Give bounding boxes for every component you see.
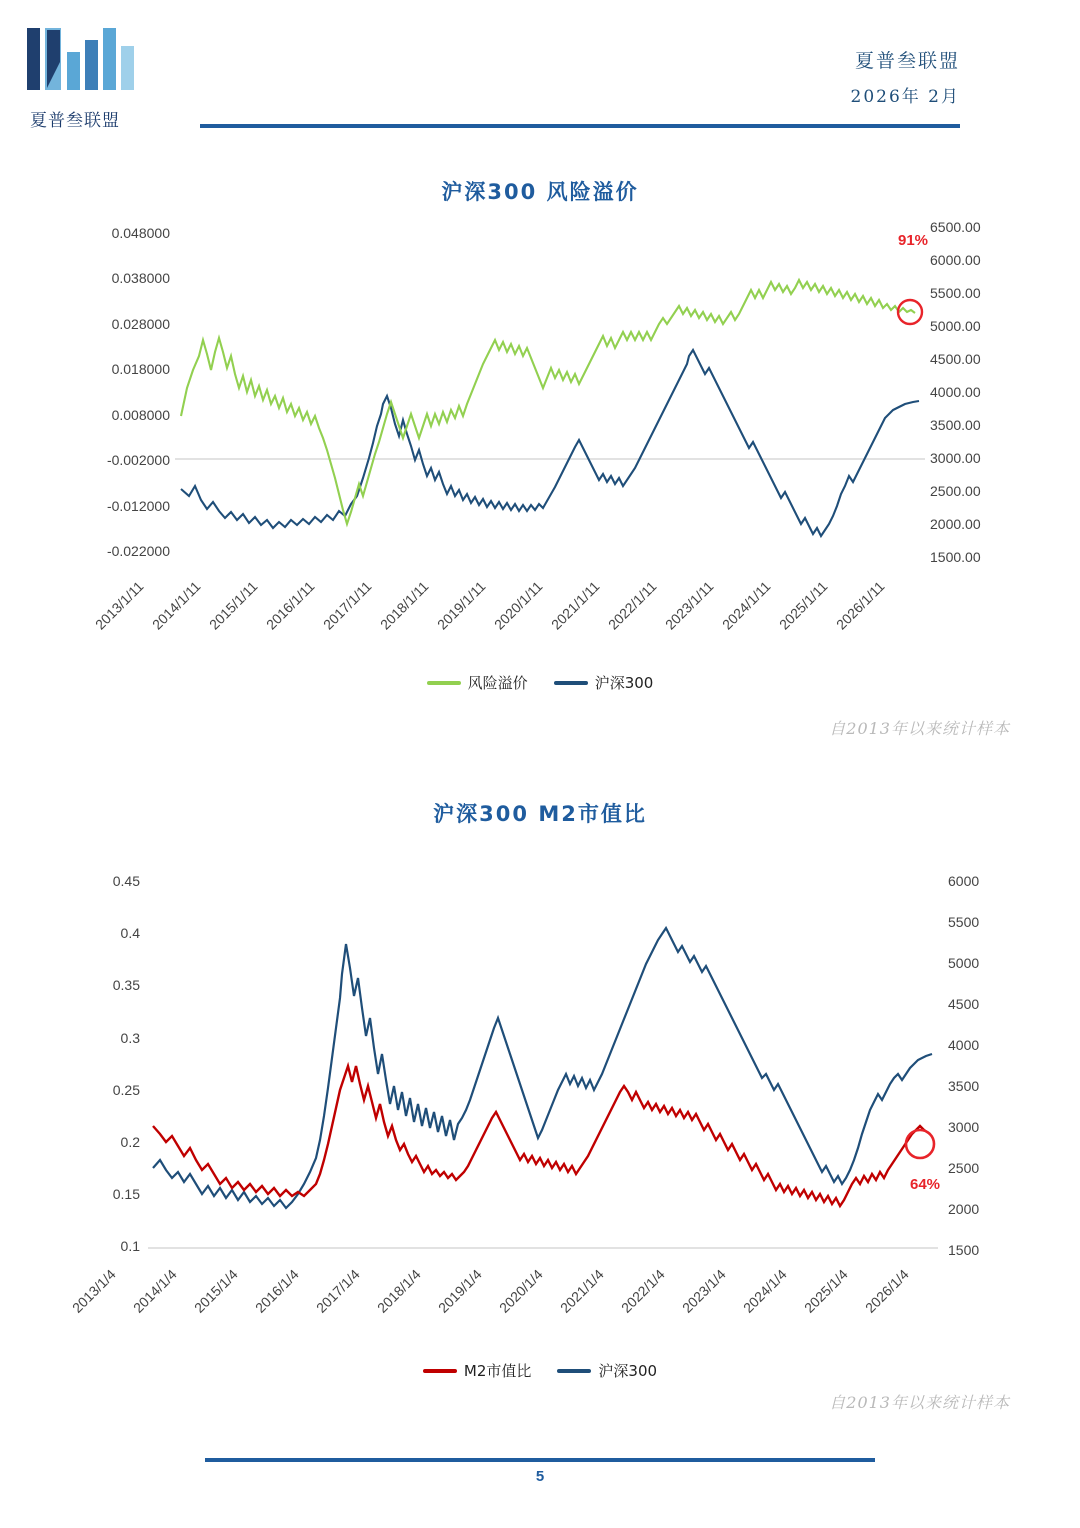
chart1-ytick: 0.048000 [111, 225, 170, 241]
chart1-ytick: 0.008000 [111, 407, 170, 423]
chart1-note: 自2013年以来统计样本 [829, 719, 1010, 738]
chart1-xtick: 2013/1/11 [91, 578, 147, 633]
chart2-plot [148, 878, 941, 1253]
org-name: 夏普叁联盟 [854, 50, 960, 72]
legend-item [427, 672, 528, 693]
chart2-ytick: 0.3 [120, 1030, 140, 1046]
chart1-ytick: 0.028000 [111, 316, 170, 332]
chart1-callout-pct: 91% [898, 232, 929, 249]
chart2-ytick: 0.35 [112, 977, 140, 993]
legend-swatch-risk-premium [427, 681, 461, 685]
chart2-y2tick: 4000 [948, 1037, 980, 1053]
chart1-xtick: 2021/1/11 [547, 578, 603, 633]
logo-bars-icon [27, 22, 137, 100]
chart2-xtick: 2017/1/4 [312, 1266, 363, 1316]
chart1-xtick: 2024/1/11 [718, 578, 774, 633]
chart1-xtick: 2016/1/11 [262, 578, 318, 633]
chart2-y2tick: 4500 [948, 996, 980, 1012]
chart2-y2tick: 3500 [948, 1078, 980, 1094]
chart2-xtick: 2021/1/4 [556, 1266, 607, 1316]
chart2-y2tick: 3000 [948, 1119, 980, 1135]
page-header [0, 0, 1080, 150]
chart2-note: 自2013年以来统计样本 [829, 1393, 1010, 1412]
legend-swatch-csi300 [557, 1369, 591, 1373]
chart2-xtick: 2024/1/4 [739, 1266, 790, 1316]
legend-label: 沪深300 [594, 674, 654, 692]
page-number: 5 [535, 1468, 545, 1485]
chart2-xtick: 2013/1/4 [68, 1266, 119, 1316]
chart2-xtick: 2016/1/4 [251, 1266, 302, 1316]
chart2-legend [0, 1360, 1080, 1381]
chart2-ytick: 0.45 [112, 873, 140, 889]
chart1-xtick: 2014/1/11 [148, 578, 204, 633]
chart1-xtick: 2015/1/11 [205, 578, 261, 633]
chart1-y2tick: 4000.00 [930, 384, 981, 400]
legend-swatch-m2-ratio [423, 1369, 457, 1373]
legend-item [554, 672, 654, 693]
chart1-xtick: 2022/1/11 [604, 578, 660, 633]
chart1-xtick: 2025/1/11 [775, 578, 831, 633]
chart1-xtick: 2018/1/11 [376, 578, 432, 633]
chart1-ytick: -0.022000 [106, 543, 170, 559]
chart1-ytick: 0.018000 [111, 361, 170, 377]
chart1-legend [0, 672, 1080, 693]
brand-logo [22, 22, 142, 132]
chart1-y2tick: 5500.00 [930, 285, 981, 301]
chart2-xtick: 2023/1/4 [678, 1266, 729, 1316]
chart2-title: 沪深300 M2市值比 [433, 802, 647, 826]
chart1-xtick: 2023/1/11 [661, 578, 717, 633]
legend-item [423, 1360, 532, 1381]
chart1-plot [175, 228, 925, 563]
chart1-y2tick: 6500.00 [930, 219, 981, 235]
chart2-ytick: 0.25 [112, 1082, 140, 1098]
chart2-xtick: 2026/1/4 [861, 1266, 912, 1316]
chart2-xtick: 2025/1/4 [800, 1266, 851, 1316]
chart2-y2tick: 5500 [948, 914, 980, 930]
chart2-y2tick: 1500 [948, 1242, 980, 1258]
chart1-y2tick: 1500.00 [930, 549, 981, 565]
chart2-ytick: 0.1 [120, 1238, 140, 1254]
chart1-y2tick: 2500.00 [930, 483, 981, 499]
chart1-y2tick: 3500.00 [930, 417, 981, 433]
chart1-ytick: -0.002000 [106, 452, 170, 468]
chart2-y2tick: 2500 [948, 1160, 980, 1176]
chart2-ytick: 0.15 [112, 1186, 140, 1202]
chart2-xtick: 2022/1/4 [617, 1266, 668, 1316]
logo-text: 夏普叁联盟 [30, 111, 120, 131]
report-date: 2026年 2月 [850, 87, 960, 107]
chart2-ytick: 0.2 [120, 1134, 140, 1150]
legend-label: 风险溢价 [467, 674, 528, 692]
chart2-xtick: 2020/1/4 [495, 1266, 546, 1316]
chart2-y2tick: 5000 [948, 955, 980, 971]
chart2-xtick: 2019/1/4 [434, 1266, 485, 1316]
chart1-xtick: 2019/1/11 [433, 578, 489, 633]
chart1-ytick: -0.012000 [106, 498, 170, 514]
chart2-xtick: 2018/1/4 [373, 1266, 424, 1316]
chart1-y2tick: 5000.00 [930, 318, 981, 334]
chart1-xtick: 2017/1/11 [319, 578, 375, 633]
chart1-xtick: 2020/1/11 [490, 578, 546, 633]
footer-rule [205, 1458, 875, 1462]
chart2-xtick: 2015/1/4 [190, 1266, 241, 1316]
legend-item [557, 1360, 657, 1381]
chart2-y2tick: 6000 [948, 873, 980, 889]
chart1-title: 沪深300 风险溢价 [441, 180, 639, 204]
chart2-xtick: 2014/1/4 [129, 1266, 180, 1316]
legend-label: M2市值比 [463, 1362, 532, 1380]
chart1-y2tick: 3000.00 [930, 450, 981, 466]
chart1-y2tick: 6000.00 [930, 252, 981, 268]
chart1-xtick: 2026/1/11 [832, 578, 888, 633]
chart2-callout-pct: 64% [910, 1176, 941, 1193]
legend-swatch-csi300 [554, 681, 588, 685]
chart1-y2tick: 4500.00 [930, 351, 981, 367]
legend-label: 沪深300 [598, 1362, 658, 1380]
chart1-ytick: 0.038000 [111, 270, 170, 286]
chart1-y2tick: 2000.00 [930, 516, 981, 532]
chart2-ytick: 0.4 [120, 925, 140, 941]
chart2-y2tick: 2000 [948, 1201, 980, 1217]
header-rule [200, 124, 960, 128]
